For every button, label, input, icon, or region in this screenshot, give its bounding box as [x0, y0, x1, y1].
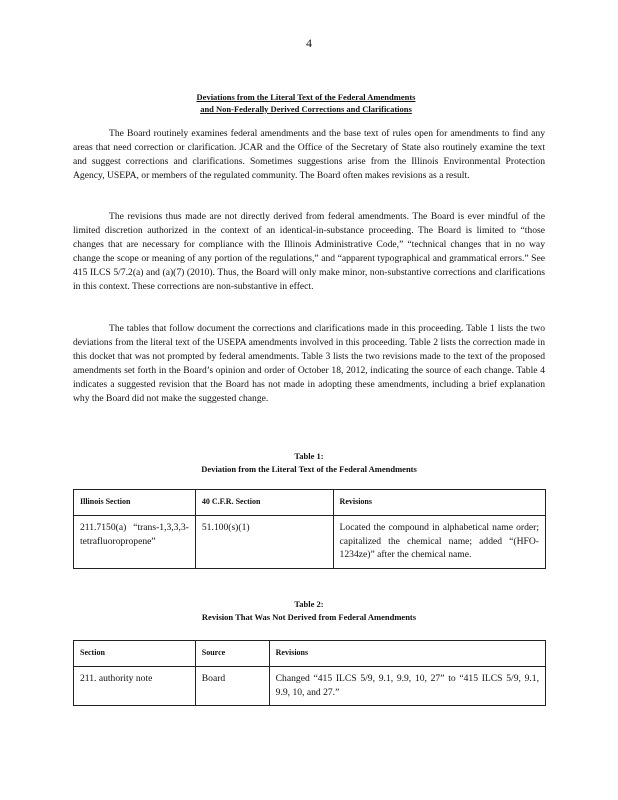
table-1-title: Deviation from the Literal Text of the Federal Amendments — [201, 464, 417, 474]
table-row — [74, 667, 546, 706]
table-row — [74, 516, 546, 569]
heading-line-1: Deviations from the Literal Text of the Federal Amendments — [196, 92, 416, 102]
table-header-row — [74, 641, 546, 667]
table-1-number: Table 1: — [294, 451, 324, 461]
cell-revisions: Changed “415 ILCS 5/9, 9.1, 9.9, 10, 27” to “415 ILCS 5/9, 9.1, 9.9, 10, and 27.” — [269, 667, 545, 706]
cell-section: 211. authority note — [74, 667, 196, 706]
table-2-caption — [73, 598, 545, 624]
cell-revisions: Located the compound in alphabetical name order; capitalized the chemical name; added “(HFO-1234ze)” after the chemical name. — [333, 516, 545, 569]
column-header-revisions: Revisions — [333, 490, 545, 516]
table-header-row — [74, 490, 546, 516]
page-number: 4 — [306, 36, 312, 50]
paragraph-board-examination: The Board routinely examines federal amendments and the base text of rules open for amendments to find any areas that need correction or clarification. JCAR and the Office of the Secretary of State also routinely examine the text and suggest corrections and clarifications. Sometimes suggestions arise from the Illinois Environmental Protection Agency, USEPA, or members of the regulated community. The Board often makes revisions as a result. — [73, 128, 545, 182]
table-2-title: Revision That Was Not Derived from Federal Amendments — [201, 612, 417, 622]
cell-source: Board — [195, 667, 269, 706]
table-1 — [73, 489, 546, 569]
heading-line-2: and Non-Federally Derived Corrections and Clarifications — [200, 104, 412, 114]
section-heading — [150, 91, 462, 115]
paragraph-tables-overview: The tables that follow document the corrections and clarifications made in this proceeding. Table 1 lists the two deviations from the literal text of the USEPA amendments involved in this proceeding. Table 2 lists the correction made in this docket that was not prompted by federal amendments. Table 3 lists the two revisions made to the text of the proposed amendments set forth in the Board’s opinion and order of October 18, 2012, indicating the source of each change. Table 4 indicates a suggested revision that the Board has not made in adopting these amendments, including a brief explanation why the Board did not make the suggested change. — [73, 323, 545, 405]
table-1-caption — [73, 450, 545, 476]
column-header-illinois-section: Illinois Section — [74, 490, 196, 516]
cell-illinois-section: 211.7150(a) “trans-1,3,3,3-tetrafluoropropene” — [74, 516, 196, 569]
table-2 — [73, 640, 546, 706]
column-header-revisions: Revisions — [269, 641, 545, 667]
cell-cfr-section: 51.100(s)(1) — [195, 516, 333, 569]
paragraph-limited-discretion: The revisions thus made are not directly derived from federal amendments. The Board is ever mindful of the limited discretion authorized in the context of an identical-in-substance proceeding. The Board is limited to “those changes that are necessary for compliance with the Illinois Administrative Code,” “technical changes that in no way change the scope or meaning of any portion of the regulations,” and “apparent typographical and grammatical errors.” See 415 ILCS 5/7.2(a) and (a)(7) (2010). Thus, the Board will only make minor, non-substantive corrections and clarifications in this context. These corrections are non-substantive in effect. — [73, 211, 545, 293]
column-header-source: Source — [195, 641, 269, 667]
column-header-cfr-section: 40 C.F.R. Section — [195, 490, 333, 516]
column-header-section: Section — [74, 641, 196, 667]
table-2-number: Table 2: — [294, 599, 324, 609]
